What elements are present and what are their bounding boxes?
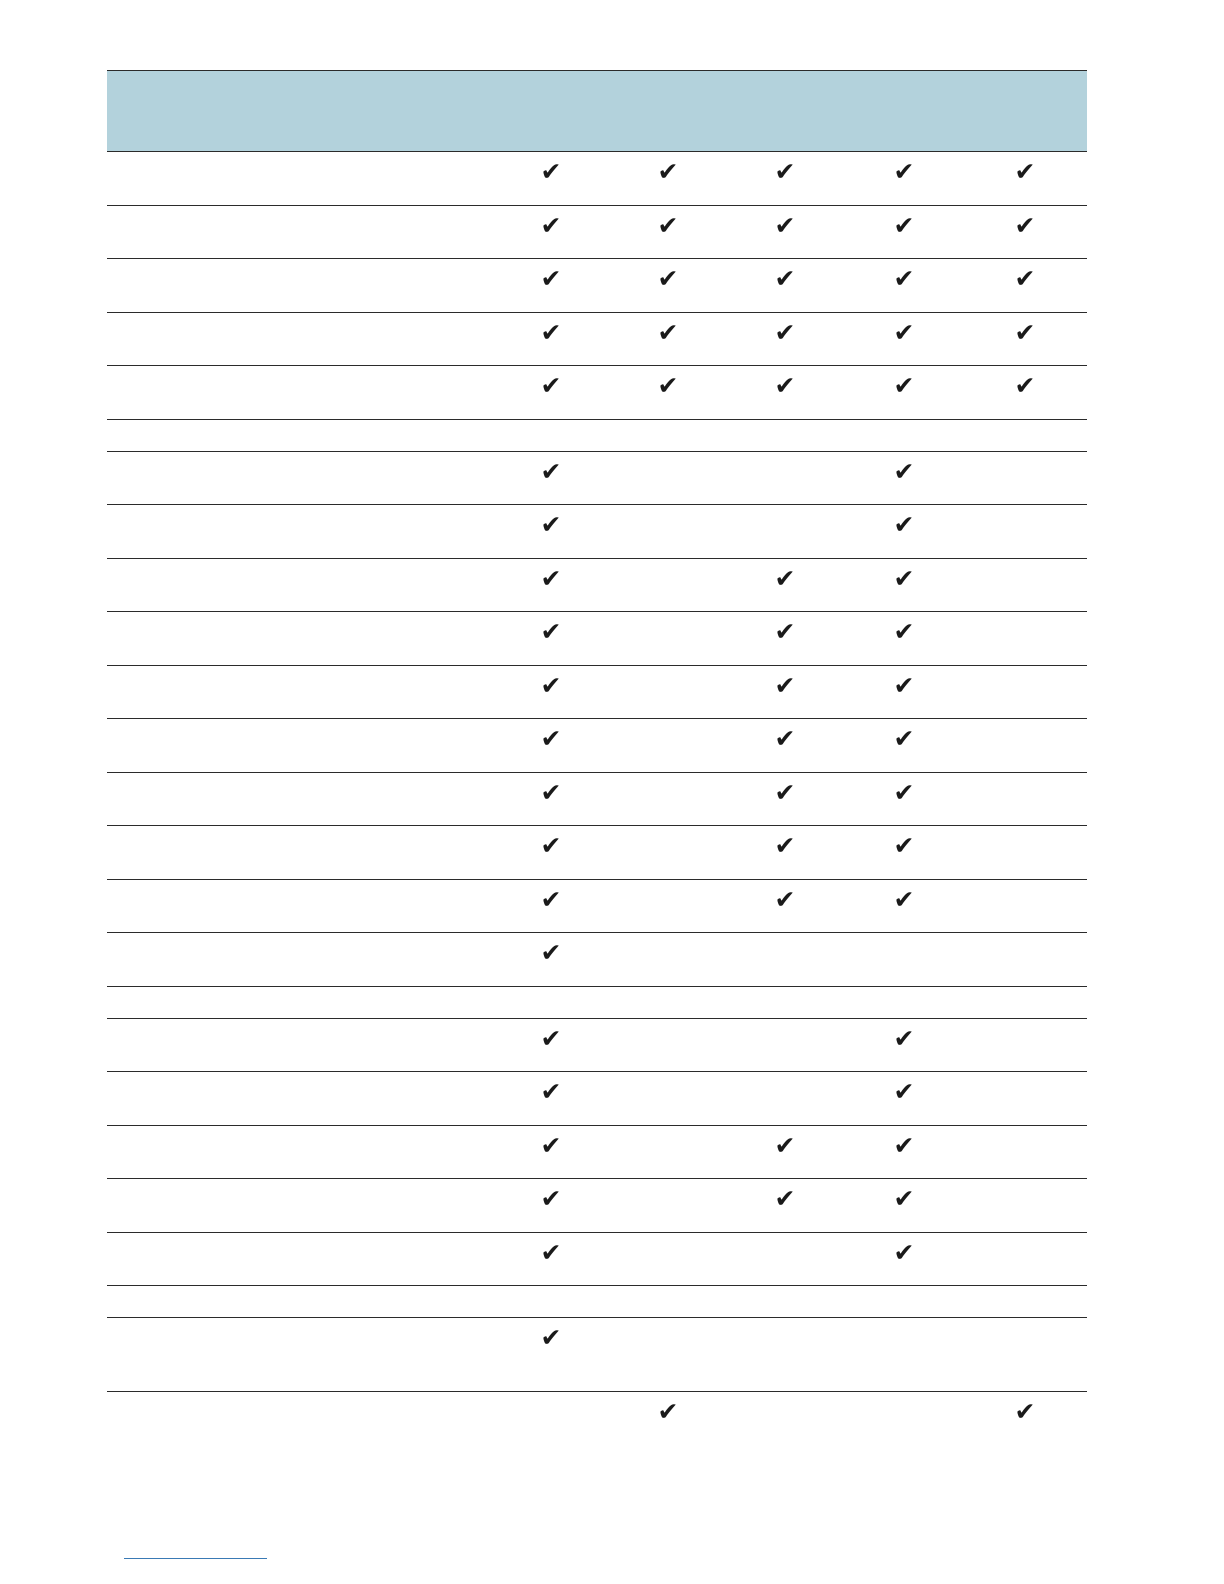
check-icon: ✔: [893, 724, 915, 753]
check-icon: ✔: [893, 210, 915, 240]
check-icon: ✔: [893, 317, 915, 347]
table-row: [107, 826, 1087, 880]
check-icon: ✔: [540, 617, 562, 646]
check-icon: ✔: [774, 210, 796, 240]
table-row: [107, 559, 1087, 613]
check-icon: ✔: [774, 371, 796, 400]
check-icon: ✔: [893, 264, 915, 293]
check-icon: ✔: [540, 1023, 562, 1053]
table-row: [107, 1392, 1087, 1452]
table-row: [107, 206, 1087, 260]
check-icon: ✔: [1014, 1397, 1036, 1426]
check-icon: ✔: [774, 831, 796, 860]
check-icon: ✔: [1014, 264, 1036, 293]
table-row: [107, 880, 1087, 934]
table-body: [107, 152, 1087, 1452]
check-icon: ✔: [893, 510, 915, 539]
check-icon: ✔: [540, 1077, 562, 1106]
check-icon: ✔: [1014, 317, 1036, 347]
check-icon: ✔: [893, 1237, 915, 1267]
check-icon: ✔: [893, 1184, 915, 1213]
table-row: [107, 505, 1087, 559]
check-icon: ✔: [893, 670, 915, 700]
check-icon: ✔: [774, 884, 796, 914]
check-icon: ✔: [893, 1130, 915, 1160]
section-divider-row: [107, 420, 1087, 452]
check-icon: ✔: [1014, 210, 1036, 240]
check-icon: ✔: [893, 1077, 915, 1106]
check-icon: ✔: [540, 1184, 562, 1213]
check-icon: ✔: [540, 777, 562, 807]
check-icon: ✔: [893, 617, 915, 646]
check-icon: ✔: [893, 831, 915, 860]
feature-table: [107, 70, 1087, 1452]
check-icon: ✔: [893, 456, 915, 486]
check-icon: ✔: [893, 777, 915, 807]
check-icon: ✔: [774, 317, 796, 347]
table-row: [107, 366, 1087, 420]
check-icon: ✔: [540, 371, 562, 400]
table-row: [107, 612, 1087, 666]
check-icon: ✔: [893, 563, 915, 593]
check-icon: ✔: [540, 1323, 562, 1352]
table-row: [107, 1126, 1087, 1180]
check-icon: ✔: [774, 670, 796, 700]
table-row: [107, 452, 1087, 506]
check-icon: ✔: [774, 157, 796, 186]
table-row: [107, 1019, 1087, 1073]
check-icon: ✔: [540, 938, 562, 967]
check-icon: ✔: [540, 1130, 562, 1160]
check-icon: ✔: [540, 264, 562, 293]
check-icon: ✔: [657, 157, 679, 186]
table-row: [107, 1318, 1087, 1392]
table-row: [107, 313, 1087, 367]
check-icon: ✔: [893, 884, 915, 914]
check-icon: ✔: [774, 777, 796, 807]
table-row: [107, 152, 1087, 206]
table-row: [107, 1072, 1087, 1126]
check-icon: ✔: [774, 617, 796, 646]
check-icon: ✔: [774, 724, 796, 753]
table-row: [107, 933, 1087, 987]
check-icon: ✔: [657, 371, 679, 400]
check-icon: ✔: [540, 724, 562, 753]
table-row: [107, 1233, 1087, 1287]
section-divider-row: [107, 1286, 1087, 1318]
section-divider-row: [107, 987, 1087, 1019]
table-header: [107, 70, 1087, 152]
check-icon: ✔: [540, 563, 562, 593]
check-icon: ✔: [540, 884, 562, 914]
check-icon: ✔: [893, 157, 915, 186]
check-icon: ✔: [540, 456, 562, 486]
check-icon: ✔: [1014, 157, 1036, 186]
check-icon: ✔: [540, 670, 562, 700]
check-icon: ✔: [657, 1397, 679, 1426]
check-icon: ✔: [540, 831, 562, 860]
check-icon: ✔: [774, 264, 796, 293]
check-icon: ✔: [540, 317, 562, 347]
table-row: [107, 719, 1087, 773]
check-icon: ✔: [893, 371, 915, 400]
table-row: [107, 1179, 1087, 1233]
check-icon: ✔: [540, 1237, 562, 1267]
check-icon: ✔: [1014, 371, 1036, 400]
check-icon: ✔: [540, 210, 562, 240]
check-icon: ✔: [774, 1130, 796, 1160]
table-row: [107, 773, 1087, 827]
check-icon: ✔: [540, 510, 562, 539]
check-icon: ✔: [540, 157, 562, 186]
check-icon: ✔: [657, 264, 679, 293]
check-icon: ✔: [657, 210, 679, 240]
check-icon: ✔: [774, 1184, 796, 1213]
table-row: [107, 259, 1087, 313]
check-icon: ✔: [893, 1023, 915, 1053]
check-icon: ✔: [657, 317, 679, 347]
check-icon: ✔: [774, 563, 796, 593]
footnote-rule: [124, 1558, 267, 1559]
table-row: [107, 666, 1087, 720]
